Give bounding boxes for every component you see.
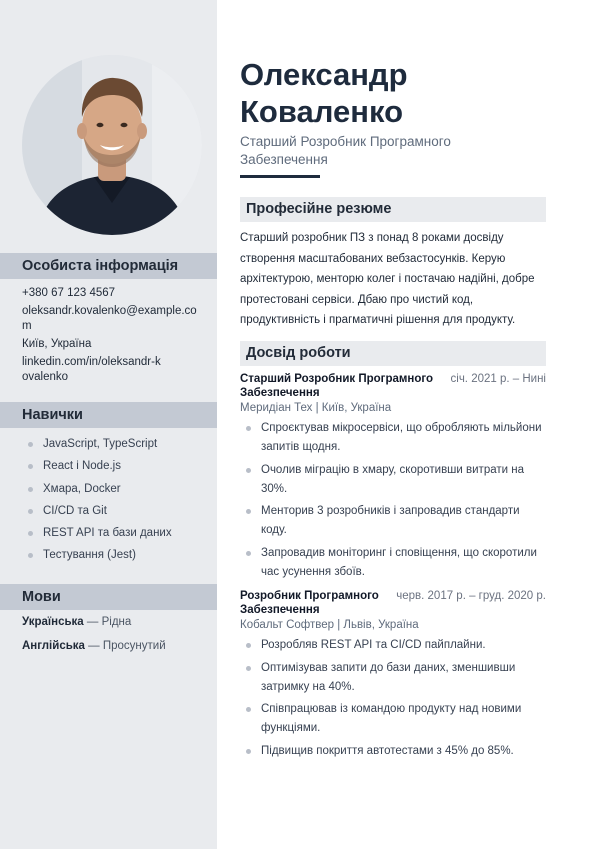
first-name: Олександр (240, 57, 408, 92)
contact-block (22, 286, 202, 388)
job-header (240, 589, 546, 617)
job-bullets (240, 419, 546, 582)
skills-list (22, 433, 207, 567)
skill-item: CI/CD та Git (22, 500, 207, 522)
job-title: Старший Розробник Програмного Забезпечення (240, 134, 451, 167)
title-divider (240, 175, 320, 178)
job-bullet: Розробляв REST API та CI/CD пайплайни. (240, 636, 546, 655)
summary-heading: Професійне резюме (240, 197, 546, 222)
job-bullet: Менторив 3 розробників і запровадив стандарти коду. (240, 502, 546, 540)
job-bullet: Очолив міграцію в хмару, скоротивши витрати на 30%. (240, 461, 546, 499)
summary-text: Старший розробник ПЗ з понад 8 роками досвіду створення масштабованих вебзастосунків. Керую архітектурою, менторю колег і постачаю надійні, добре протестовані сервіси. Дбаю про чистий код, продуктивність і прагматичні рішення для продукту. (240, 232, 535, 326)
skill-item: Тестування (Jest) (22, 544, 207, 566)
job-company: Кобальт Софтвер | Львів, Україна (240, 619, 419, 631)
language-name: Англійська (22, 640, 85, 652)
job-header (240, 372, 546, 400)
language-level: — Просунутий (84, 640, 166, 652)
profile-photo (22, 55, 202, 235)
city-text: Київ, Україна (22, 338, 92, 350)
skill-item: REST API та бази даних (22, 522, 207, 544)
job-bullet: Співпрацював із командою продукту над новими функціями. (240, 700, 546, 738)
phone-text: +380 67 123 4567 (22, 287, 116, 299)
language-item (22, 615, 212, 630)
languages-list (22, 615, 212, 663)
language-name: Українська (22, 616, 84, 628)
skills-heading: Навички (0, 402, 217, 428)
job-dates: січ. 2021 р. – Нині (450, 373, 546, 385)
job-role: Розробник Програмного Забезпечення (240, 590, 379, 616)
skill-item: JavaScript, TypeScript (22, 433, 207, 455)
job-bullets (240, 636, 546, 761)
experience-heading: Досвід роботи (240, 341, 546, 366)
language-item (22, 639, 212, 654)
job-bullet: Спроєктував мікросервіси, що обробляють мільйони запитів щодня. (240, 419, 546, 457)
job-dates: черв. 2017 р. – груд. 2020 р. (396, 590, 546, 602)
job-bullet: Підвищив покриття автотестами з 45% до 85%. (240, 742, 546, 761)
personal-info-heading: Особиста інформація (0, 253, 217, 279)
email-link[interactable]: oleksandr.kovalenko@example.com (22, 305, 197, 332)
job-entry (240, 372, 546, 585)
linkedin-link[interactable]: linkedin.com/in/oleksandr-kovalenko (22, 356, 161, 383)
job-bullet: Оптимізував запити до бази даних, зменшивши затримку на 40%. (240, 659, 546, 697)
sidebar (0, 0, 217, 849)
skill-item: React і Node.js (22, 455, 207, 477)
last-name: Коваленко (240, 94, 404, 129)
job-entry (240, 589, 546, 764)
full-name (240, 56, 546, 130)
job-role: Старший Розробник Програмного Забезпечення (240, 373, 434, 399)
language-level: — Рідна (83, 616, 132, 628)
languages-heading: Мови (0, 584, 217, 610)
job-company: Меридіан Тех | Київ, Україна (240, 402, 392, 414)
skill-item: Хмара, Docker (22, 478, 207, 500)
job-bullet: Запровадив моніторинг і сповіщення, що скоротили час усунення збоїв. (240, 544, 546, 582)
